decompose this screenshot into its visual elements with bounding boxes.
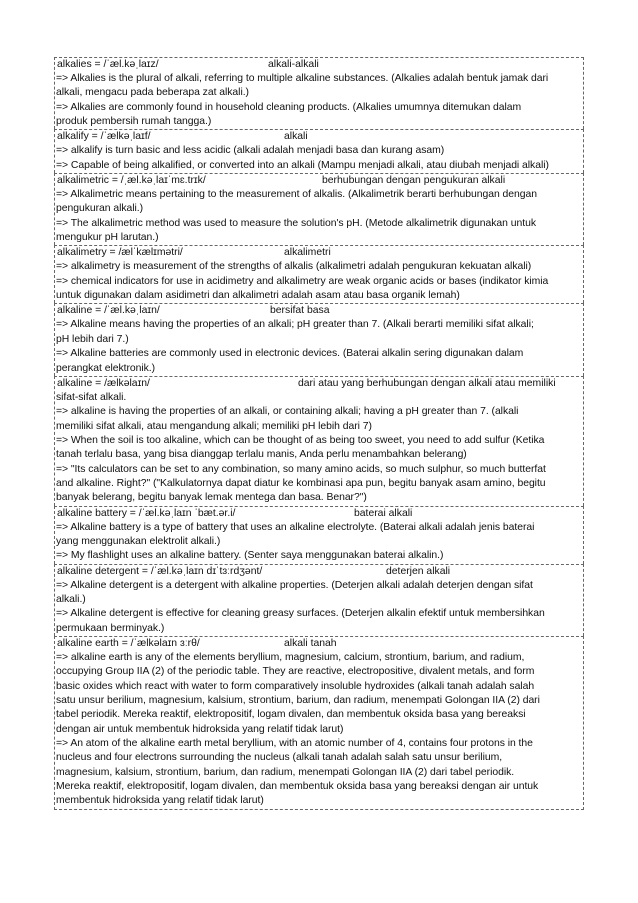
definition-line: yang menggunakan elektrolit alkali.) bbox=[56, 535, 221, 547]
headword-line bbox=[56, 565, 583, 579]
headword-line bbox=[56, 507, 583, 521]
definition-line: => Alkalies is the plural of alkali, referring to multiple alkaline substances. (Alkalies adalah bentuk jamak dari bbox=[56, 73, 549, 84]
definition-line: => "Its calculators can be set to any combination, so many amino acids, so much sulphur, so much butterfat bbox=[56, 463, 546, 475]
definition-text bbox=[56, 188, 583, 245]
definition-line: alkali, mengacu pada beberapa zat alkali.) bbox=[56, 87, 249, 99]
headword-term: alkalimetry = /ælˈkælɪmətri/ bbox=[57, 247, 183, 259]
definition-line: occupying Group IIA (2) of the periodic table. They are reactive, electropositive, divalent metals, and form bbox=[56, 666, 535, 678]
headword-term: alkaline earth = /ˈælkəlaɪn ɜːrθ/ bbox=[57, 638, 200, 649]
definition-line: tanah terlalu basa, yang bisa dianggap terlalu manis, Anda perlu menambahkan belerang) bbox=[56, 449, 467, 461]
entry-alkaline-earth bbox=[54, 636, 584, 810]
definition-text bbox=[56, 391, 583, 506]
headword-translation: dari atau yang berhubungan dengan alkali atau memiliki bbox=[298, 377, 556, 389]
headword-translation: bersifat basa bbox=[270, 305, 330, 317]
headword-translation: berhubungan dengan pengukuran alkali bbox=[322, 175, 506, 187]
definition-text bbox=[56, 72, 583, 129]
definition-line: dengan air untuk membentuk hidroksida yang relatif tidak larut) bbox=[56, 723, 344, 735]
definition-text bbox=[56, 144, 583, 173]
definition-text bbox=[56, 521, 583, 564]
entry-alkaline-basa bbox=[54, 303, 584, 375]
definition-line: => chemical indicators for use in acidimetry and alkalimetry are weak organic acids or bases (indikator kimia bbox=[56, 275, 549, 287]
definition-line: magnesium, kalsium, strontium, barium, dan radium, menempati Golongan IIA (2) dari tabel periodik. bbox=[56, 766, 515, 778]
headword-term: alkaline detergent = /ˈæl.kəˌlaɪn dɪˈtɜːrdʒənt/ bbox=[57, 565, 263, 577]
definition-line: untuk digunakan dalam asidimetri dan alkalimetri adalah asam atau basa organik lemah) bbox=[56, 290, 460, 302]
definition-line: produk pembersih rumah tangga.) bbox=[56, 116, 212, 128]
headword-term: alkaline = /ˈæl.kəˌlaɪn/ bbox=[57, 305, 160, 317]
definition-line: => Alkaline detergent is effective for cleaning greasy surfaces. (Deterjen alkalin efektif untuk membersihkan bbox=[56, 608, 545, 620]
entry-alkalies bbox=[54, 57, 584, 129]
headword-term: alkalies = /ˈæl.kəˌlaɪz/ bbox=[57, 59, 159, 70]
definition-line: => Alkaline battery is a type of battery that uses an alkaline electrolyte. (Baterai alkali adalah jenis baterai bbox=[56, 521, 535, 533]
headword-translation: baterai alkali bbox=[354, 507, 413, 519]
definition-line: alkali.) bbox=[56, 593, 86, 605]
definition-line: satu unsur berilium, magnesium, kalsium, strontium, barium, dan radium, menempati Golongan IIA (2) dari bbox=[56, 695, 540, 707]
headword-line bbox=[56, 637, 583, 651]
headword-line bbox=[56, 174, 583, 188]
entry-alkaline-battery bbox=[54, 506, 584, 564]
headword-term: alkaline = /ælkəlaɪn/ bbox=[57, 377, 150, 389]
definition-line: => Alkaline means having the properties of an alkali; pH greater than 7. (Alkali berarti memiliki sifat alkali; bbox=[56, 319, 534, 331]
definition-line: and alkaline. Right?" ("Kalkulatornya dapat diatur ke kombinasi apa pun, begitu banyak asam amino, begitu bbox=[56, 477, 546, 489]
definition-text bbox=[56, 579, 583, 636]
definition-line: pH lebih dari 7.) bbox=[56, 333, 129, 345]
entry-alkaline bbox=[54, 376, 584, 506]
headword-translation: deterjen alkali bbox=[386, 565, 451, 577]
definition-line: => Alkaline batteries are commonly used in electronic devices. (Baterai alkalin sering digunakan dalam bbox=[56, 348, 524, 360]
headword-term: alkalify = /ˈælkəˌlaɪf/ bbox=[57, 131, 151, 143]
headword-translation: alkali tanah bbox=[284, 638, 337, 649]
headword-translation: alkali-alkali bbox=[268, 59, 319, 70]
entry-alkalify bbox=[54, 129, 584, 173]
definition-line: membentuk hidroksida yang relatif tidak larut) bbox=[56, 795, 264, 807]
definition-line: => An atom of the alkaline earth metal beryllium, with an atomic number of 4, contains four protons in the bbox=[56, 738, 533, 750]
definition-line: Mereka reaktif, elektropositif, logam divalen, dan membentuk oksida basa yang bereaksi dengan air untuk bbox=[56, 781, 539, 793]
definition-line: => Alkalimetric means pertaining to the measurement of alkalis. (Alkalimetrik berarti berhubungan dengan bbox=[56, 189, 537, 201]
headword-translation: alkalimetri bbox=[284, 247, 331, 259]
definition-text bbox=[56, 318, 583, 375]
headword-term: alkaline battery = /ˈæl.kəˌlaɪn ˈbæt.ər.i/ bbox=[57, 507, 236, 519]
headword-line bbox=[56, 58, 583, 72]
entry-alkalimetry bbox=[54, 245, 584, 303]
definition-line: tabel periodik. Mereka reaktif, elektropositif, logam divalen, dan membentuk oksida basa yang bereaksi bbox=[56, 709, 526, 721]
headword-translation: alkali bbox=[284, 131, 308, 143]
definition-line: => alkalify is turn basic and less acidic (alkali adalah menjadi basa dan kurang asam) bbox=[56, 145, 445, 157]
headword-line bbox=[56, 246, 583, 260]
headword-line bbox=[56, 377, 583, 391]
definition-line: => The alkalimetric method was used to measure the solution's pH. (Metode alkalimetrik digunakan untuk bbox=[56, 217, 536, 229]
entry-alkaline-detergent bbox=[54, 564, 584, 636]
definition-line: sifat-sifat alkali. bbox=[56, 391, 127, 403]
definition-line: => My flashlight uses an alkaline battery. (Senter saya menggunakan baterai alkalin.) bbox=[56, 550, 444, 562]
definition-line: => Alkalies are commonly found in household cleaning products. (Alkalies umumnya ditemukan dalam bbox=[56, 101, 522, 113]
definition-line: memiliki sifat alkali, atau mengandung alkali; memiliki pH lebih dari 7) bbox=[56, 420, 372, 432]
definition-line: mengukur pH larutan.) bbox=[56, 232, 159, 244]
definition-line: banyak belerang, begitu banyak lemak mentega dan basa. Benar?") bbox=[56, 492, 367, 504]
definition-line: permukaan berminyak.) bbox=[56, 622, 165, 634]
definition-line: => When the soil is too alkaline, which can be thought of as being too sweet, you need to add sulfur (Ketika bbox=[56, 434, 545, 446]
definition-text bbox=[56, 260, 583, 303]
definition-line: basic oxides which react with water to form comparatively insoluble hydroxides (alkali tanah adalah salah bbox=[56, 680, 535, 692]
definition-line: => Capable of being alkalified, or converted into an alkali (Mampu menjadi alkali, atau diubah menjadi alkali) bbox=[56, 159, 549, 171]
definition-line: => alkalimetry is measurement of the strengths of alkalis (alkalimetri adalah pengukuran kekuatan alkali) bbox=[56, 261, 532, 273]
definition-line: => alkaline is having the properties of an alkali, or containing alkali; having a pH greater than 7. (alkali bbox=[56, 406, 519, 418]
headword-term: alkalimetric = /ˌæl.kəˌlaɪˈmɛ.trɪk/ bbox=[57, 175, 206, 187]
headword-line bbox=[56, 130, 583, 144]
definition-line: pengukuran alkali.) bbox=[56, 203, 144, 215]
definition-text bbox=[56, 651, 583, 809]
definition-line: => Alkaline detergent is a detergent with alkaline properties. (Deterjen alkali adalah deterjen dengan sifat bbox=[56, 579, 533, 591]
definition-line: perangkat elektronik.) bbox=[56, 362, 156, 374]
dictionary-document bbox=[54, 57, 584, 810]
entry-alkalimetric bbox=[54, 173, 584, 245]
definition-line: => alkaline earth is any of the elements beryllium, magnesium, calcium, strontium, barium, and radium, bbox=[56, 652, 525, 663]
headword-line bbox=[56, 304, 583, 318]
definition-line: nucleus and four electrons surrounding the nucleus (alkali tanah adalah salah satu unsur berilium, bbox=[56, 752, 503, 764]
